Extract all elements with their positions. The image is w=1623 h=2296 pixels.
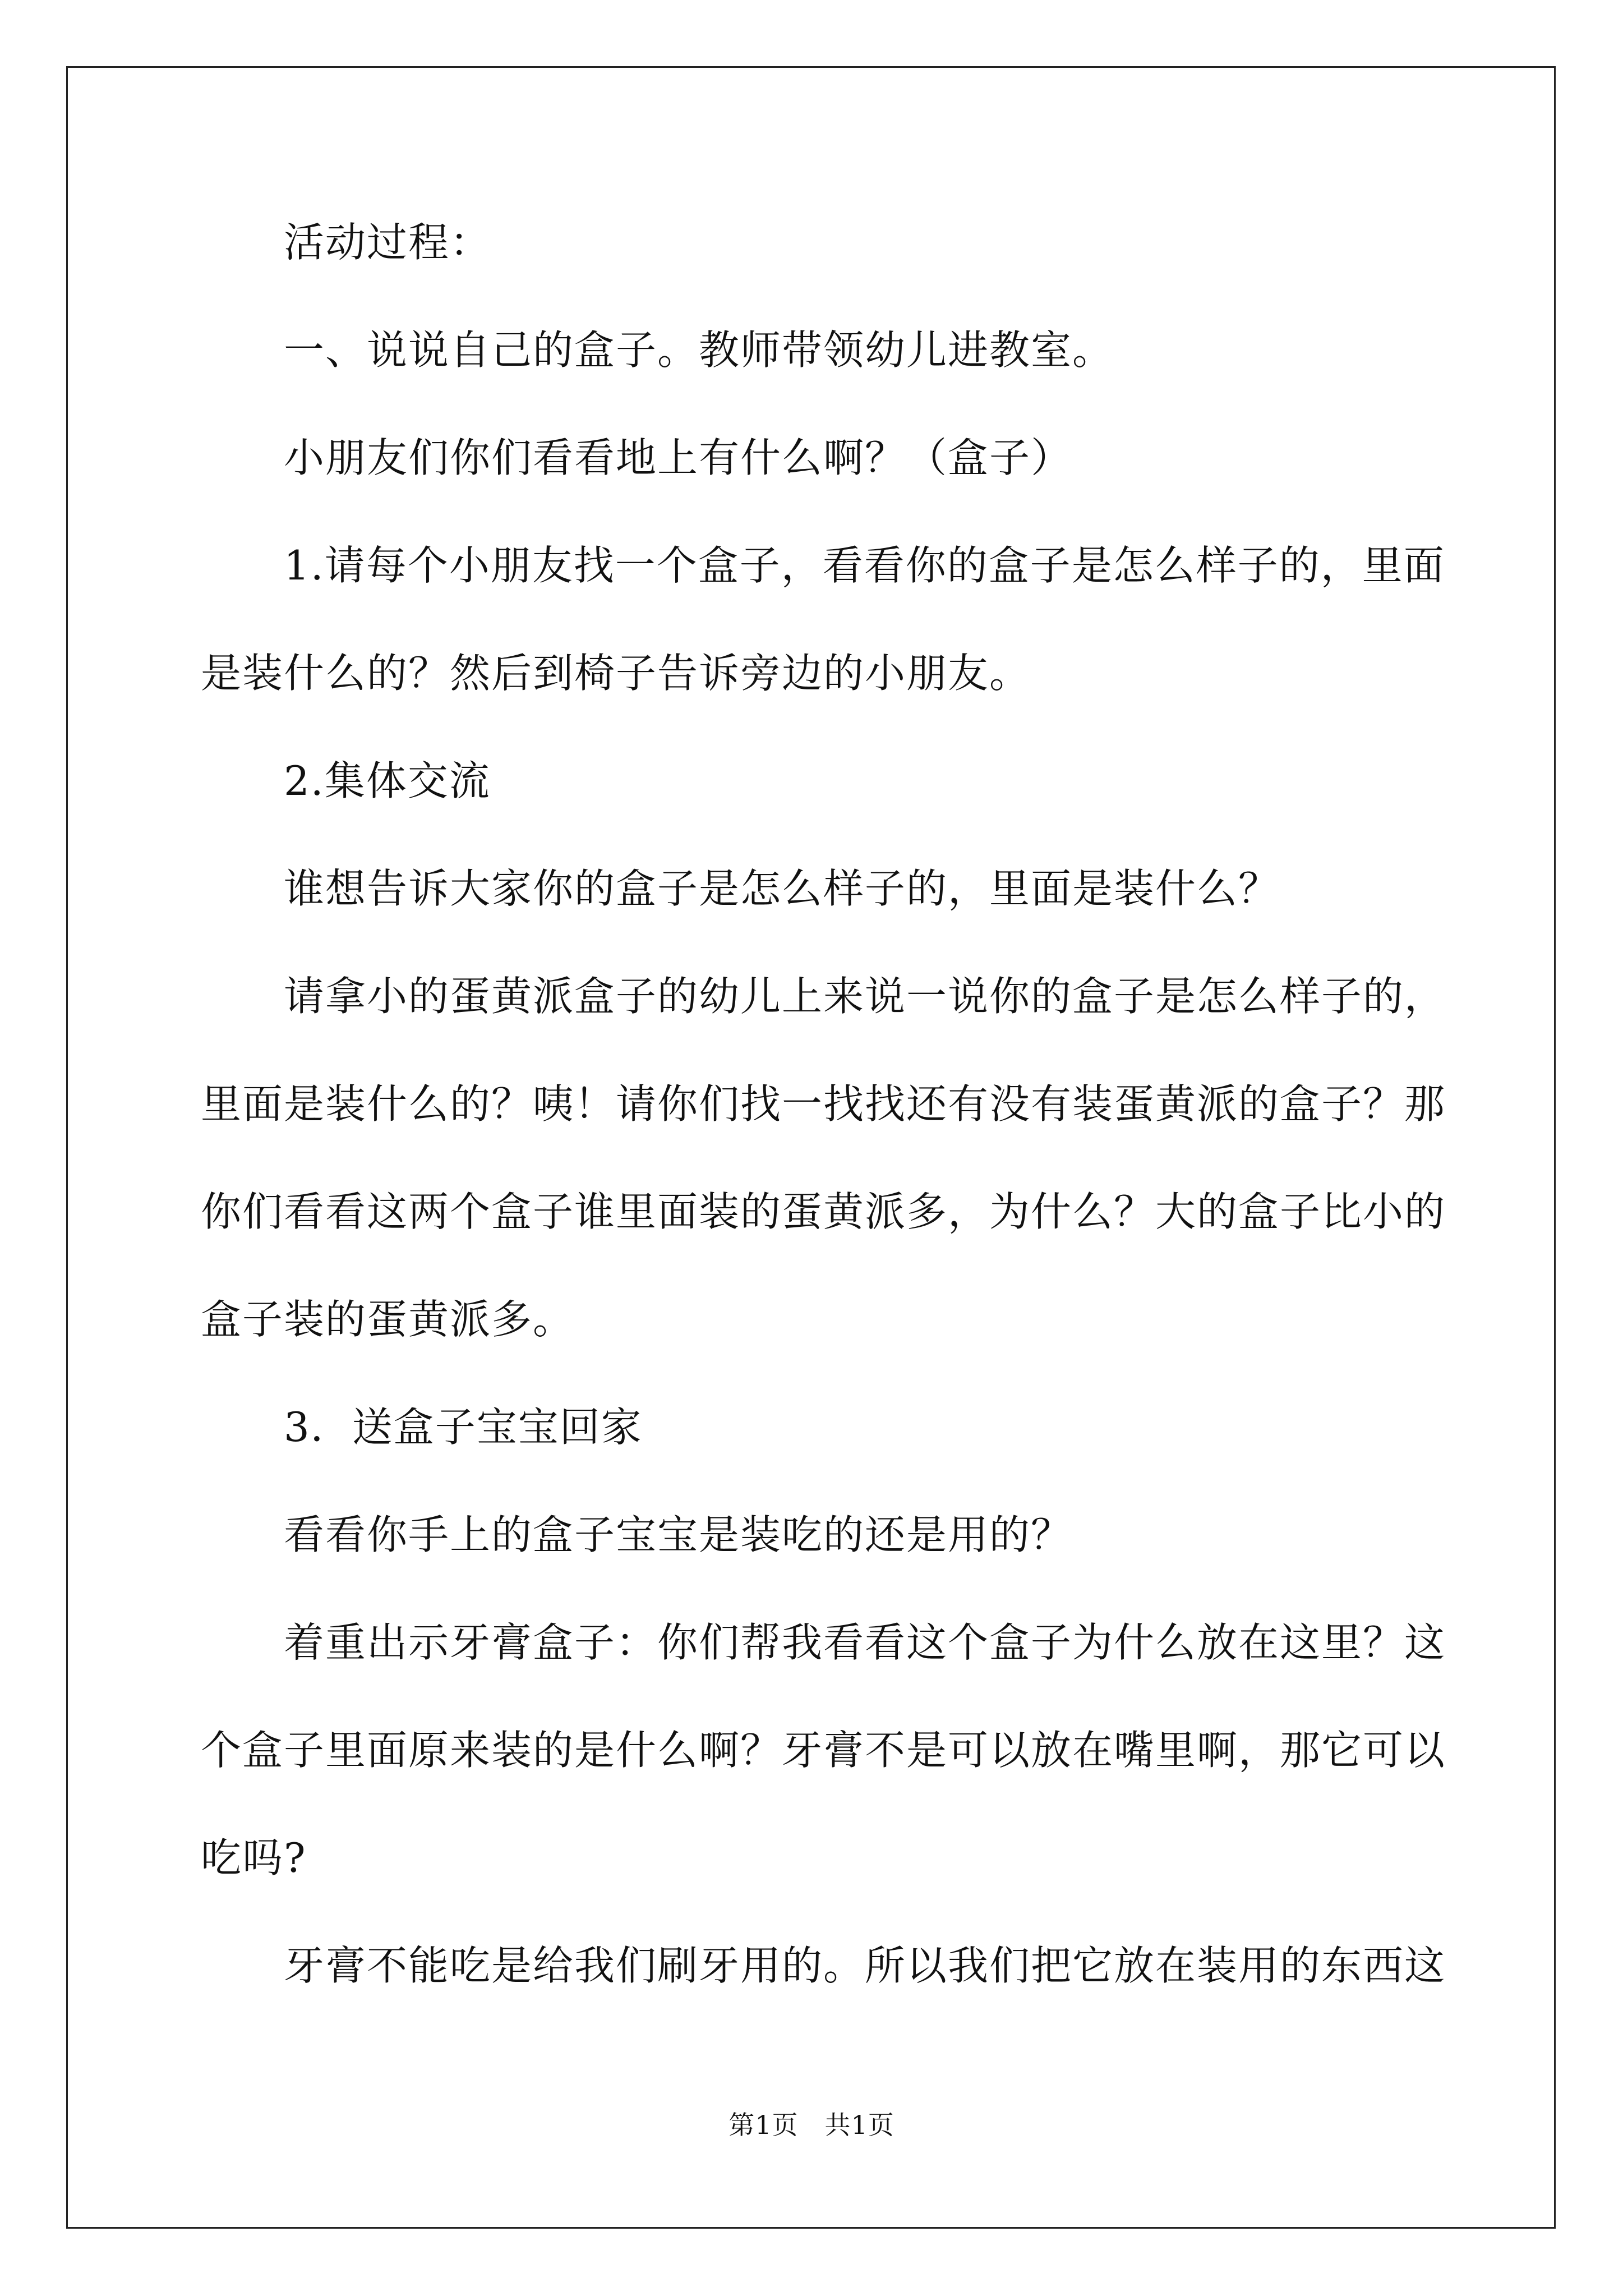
- paragraph-line: 谁想告诉大家你的盒子是怎么样子的，里面是装什么？: [284, 865, 1280, 912]
- paragraph-line: 吃吗?: [201, 1834, 307, 1881]
- paragraph-line: 里面是装什么的？咦！请你们找一找找还有没有装蛋黄派的盒子？那: [201, 1080, 1446, 1128]
- paragraph-line: 小朋友们你们看看地上有什么啊？（盒子）: [284, 434, 1073, 481]
- paragraph-line: 一、说说自己的盒子。教师带领幼儿进教室。: [284, 326, 1114, 374]
- paragraph-line: 盒子装的蛋黄派多。: [201, 1296, 575, 1343]
- paragraph-line: 2.集体交流: [284, 757, 491, 804]
- paragraph-line: 活动过程：: [284, 219, 492, 266]
- page-footer: 第1页 共1页: [728, 2110, 895, 2140]
- paragraph-line: 你们看看这两个盒子谁里面装的蛋黄派多，为什么？大的盒子比小的: [201, 1188, 1446, 1235]
- paragraph-line: 个盒子里面原来装的是什么啊？牙膏不是可以放在嘴里啊，那它可以: [201, 1727, 1446, 1774]
- paragraph-line: 着重出示牙膏盒子：你们帮我看看这个盒子为什么放在这里？这: [284, 1619, 1446, 1666]
- page-border: [66, 66, 1556, 2229]
- paragraph-line: 请拿小的蛋黄派盒子的幼儿上来说一说你的盒子是怎么样子的，: [284, 973, 1446, 1020]
- paragraph-line: 3．送盒子宝宝回家: [284, 1404, 643, 1451]
- paragraph-line: 看看你手上的盒子宝宝是装吃的还是用的？: [284, 1511, 1073, 1558]
- paragraph-line: 牙膏不能吃是给我们刷牙用的。所以我们把它放在装用的东西这: [284, 1942, 1446, 1989]
- paragraph-line: 是装什么的？然后到椅子告诉旁边的小朋友。: [201, 650, 1031, 697]
- paragraph-line: 1.请每个小朋友找一个盒子，看看你的盒子是怎么样子的，里面: [284, 542, 1445, 589]
